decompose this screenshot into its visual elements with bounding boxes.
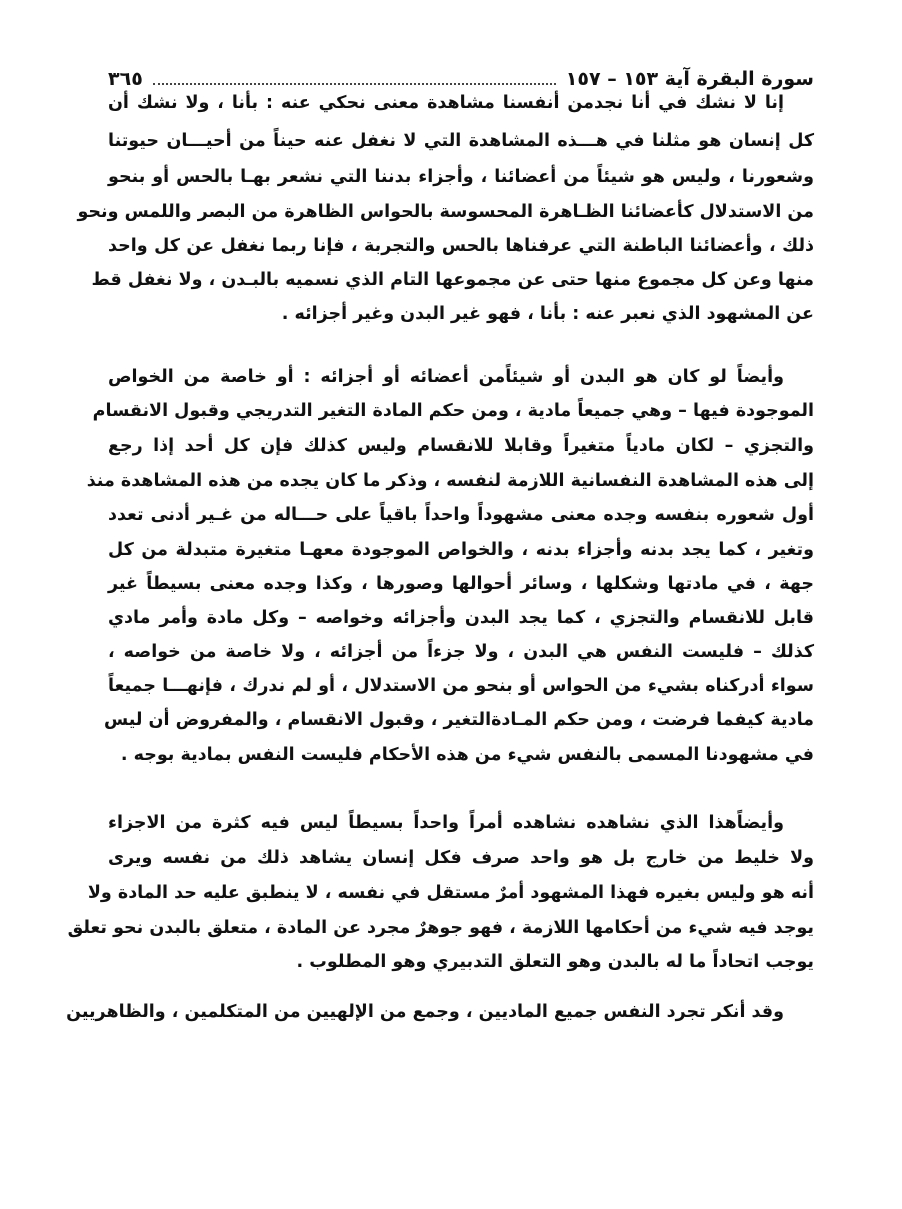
text-line: في مشهودنا المسمى بالنفس شيء من هذه الأحكام فليست النفس بمادية بوجه .	[120, 745, 814, 765]
text-line: قابل للانقسام والتجزي ، كما يجد البدن وأجزائه وخواصه – وكل مادة وأمر مادي	[108, 608, 814, 628]
text-line: وقد أنكر تجرد النفس جميع الماديين ، وجمع من الإلهيين من المتكلمين ، والظاهريين	[66, 1002, 784, 1022]
text-line: ولا خليط من خارج بل هو واحد صرف فكل إنسان يشاهد ذلك من نفسه ويرى	[108, 848, 814, 868]
text-line: ذلك ، وأعضائنا الباطنة التي عرفناها بالحس والتجربة ، فإنا ربما نغفل عن كل واحد	[108, 236, 814, 256]
text-line: والتجزي – لكان مادياً متغيراً وقابلا للانقسام وليس كذلك فإن كل أحد إذا رجع	[108, 436, 814, 456]
text-line: الموجودة فيها – وهي جميعاً مادية ، ومن حكم المادة التغير التدريجي وقبول الانقسام	[92, 401, 814, 421]
text-line: سواء أدركناه بشيء من الحواس أو بنحو من الاستدلال ، أو لم ندرك ، فإنهـــا جميعاً	[108, 676, 814, 696]
text-line: وتغير ، كما يجد بدنه وأجزاء بدنه ، والخواص الموجودة معهـا متغيرة متبدلة من كل	[108, 540, 814, 560]
text-line: أنه هو وليس بغيره فهذا المشهود أمرٌ مستقل في نفسه ، لا ينطبق عليه حد المادة ولا	[87, 883, 814, 903]
text-line: إلى هذه المشاهدة النفسانية اللازمة لنفسه ، وذكر ما كان يجده من هذه المشاهدة منذ	[86, 471, 814, 491]
text-line: إنا لا نشك في أنا نجدمن أنفسنا مشاهدة معنى نحكي عنه : بأنا ، ولا نشك أن	[108, 93, 784, 113]
text-line: مادية كيفما فرضت ، ومن حكم المـادةالتغير ، وقبول الانقسام ، والمفروض أن ليس	[104, 710, 814, 730]
text-line: أول شعوره بنفسه وجده معنى مشهوداً واحداً باقياً على حـــاله من غـير أدنى تعدد	[108, 505, 814, 525]
text-line: يوجد فيه شيء من أحكامها اللازمة ، فهو جوهرٌ مجرد عن المادة ، متعلق بالبدن نحو تعلق	[67, 918, 814, 938]
text-line: وأيضاًهذا الذي نشاهده نشاهده أمراً واحداً بسيطاً ليس فيه كثرة من الاجزاء	[108, 813, 784, 833]
text-line: وشعورنا ، وليس هو شيئاً من أعضائنا ، وأجزاء بدننا التي نشعر بهـا بالحس أو بنحو	[108, 167, 814, 187]
text-line: كل إنسان هو مثلنا في هـــذه المشاهدة التي لا نغفل عنه حيناً من أحيـــان حيوتنا	[108, 131, 814, 151]
text-line: يوجب اتحاداً ما له بالبدن وهو التعلق التدبيري وهو المطلوب .	[296, 952, 814, 972]
surah-title: سورة البقرة آية ١٥٣ – ١٥٧	[565, 68, 814, 90]
page-number: ٣٦٥	[108, 68, 143, 90]
text-line: من الاستدلال كأعضائنا الظـاهرة المحسوسة بالحواس الظاهرة من البصر واللمس ونحو	[77, 202, 814, 222]
text-line: وأيضاً لو كان هو البدن أو شيئاًمن أعضائه أو أجزائه : أو خاصة من الخواص	[108, 367, 784, 387]
header-dotted-leader	[153, 73, 556, 85]
text-line: منها وعن كل مجموع منها حتى عن مجموعها التام الذي نسميه بالبـدن ، ولا نغفل قط	[91, 270, 814, 290]
text-line: جهة ، في مادتها وشكلها ، وسائر أحوالها وصورها ، وكذا وجده معنى بسيطاً غير	[108, 574, 814, 594]
text-line: كذلك – فليست النفس هي البدن ، ولا جزءاً من أجزائه ، ولا خاصة من خواصه ،	[108, 642, 814, 662]
text-line: عن المشهود الذي نعبر عنه : بأنا ، فهو غير البدن وغير أجزائه .	[281, 304, 814, 324]
